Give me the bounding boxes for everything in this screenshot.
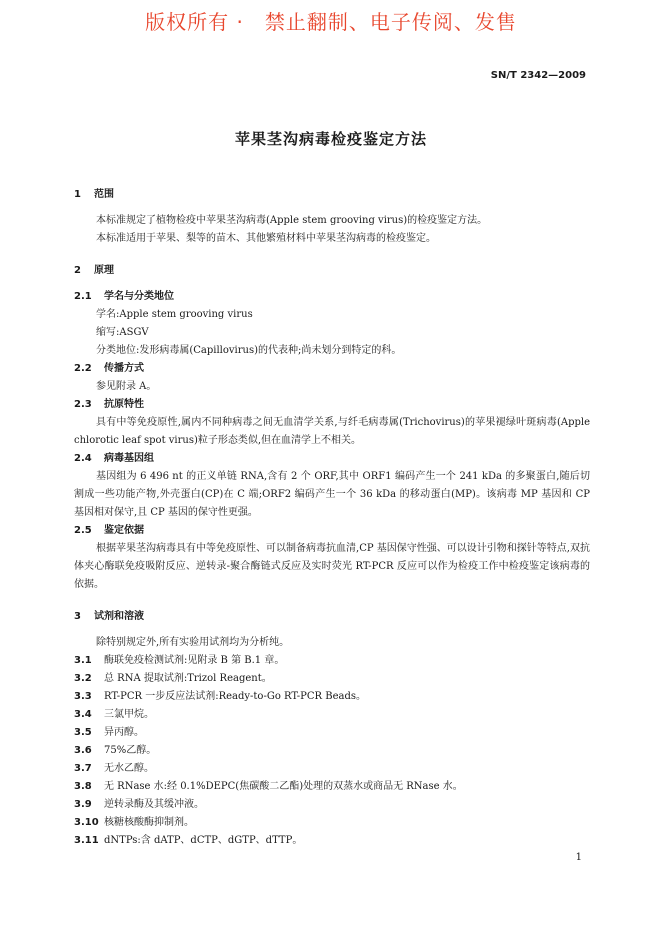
subsection-title: 学名与分类地位: [104, 291, 174, 302]
taxonomy-line: 分类地位:发形病毒属(Capillovirus)的代表种;尚未划分到特定的科。: [96, 345, 402, 356]
section-number: 1: [74, 189, 81, 200]
paragraph: 基因组为 6 496 nt 的正义单链 RNA,含有 2 个 ORF,其中 ORF1 编码产生一个 241 kDa 的多聚蛋白,随后切割成一些功能产物,外壳蛋白(CP)在 C 端;ORF2 编码产生一个 36 kDa 的移动蛋白(MP)。该病毒 MP 基因和 CP 基因相对保守,且 CP 基因的保守性更强。: [74, 471, 590, 518]
subsection-title: 传播方式: [104, 363, 144, 374]
abbreviation-line: 缩写:ASGV: [96, 327, 149, 338]
subsection-2-2-heading: [74, 360, 590, 378]
item-number: 3.1: [74, 655, 92, 666]
subsection-2-1-heading: [74, 288, 590, 306]
list-item: [74, 814, 590, 832]
item-text: 异丙醇。: [104, 727, 144, 738]
section-3-heading: [74, 608, 590, 626]
subsection-number: 2.2: [74, 363, 92, 374]
document-body: [74, 186, 590, 850]
subsection-title: 抗原特性: [104, 399, 144, 410]
item-text: 总 RNA 提取试剂:Trizol Reagent。: [104, 673, 272, 684]
item-number: 3.2: [74, 673, 92, 684]
item-number: 3.9: [74, 799, 92, 810]
subsection-title: 病毒基因组: [104, 453, 154, 464]
item-text: 75%乙醇。: [104, 745, 157, 756]
item-number: 3.7: [74, 763, 92, 774]
item-number: 3.3: [74, 691, 92, 702]
item-number: 3.6: [74, 745, 92, 756]
item-number: 3.11: [74, 835, 99, 846]
list-item: [74, 742, 590, 760]
item-number: 3.10: [74, 817, 99, 828]
paragraph: 本标准适用于苹果、梨等的苗木、其他繁殖材料中苹果茎沟病毒的检疫鉴定。: [96, 233, 436, 244]
standard-code: SN/T 2342—2009: [490, 70, 586, 81]
section-title: 范围: [94, 189, 114, 200]
paragraph: 本标准规定了植物检疫中苹果茎沟病毒(Apple stem grooving virus)的检疫鉴定方法。: [96, 215, 488, 226]
section-1-heading: [74, 186, 590, 204]
subsection-number: 2.5: [74, 525, 92, 536]
list-item: [74, 688, 590, 706]
subsection-2-4-heading: [74, 450, 590, 468]
scientific-name-line: 学名:Apple stem grooving virus: [96, 309, 253, 320]
item-number: 3.8: [74, 781, 92, 792]
item-number: 3.5: [74, 727, 92, 738]
item-text: 核糖核酸酶抑制剂。: [104, 817, 194, 828]
item-number: 3.4: [74, 709, 92, 720]
paragraph: 除特别规定外,所有实验用试剂均为分析纯。: [96, 637, 290, 648]
list-item: [74, 760, 590, 778]
item-text: 逆转录酶及其缓冲液。: [104, 799, 204, 810]
paragraph: 具有中等免疫原性,属内不同种病毒之间无血清学关系,与纤毛病毒属(Trichovirus)的苹果褪绿叶斑病毒(Apple chlorotic leaf spot virus)粒子形态类似,但在血清学上不相关。: [74, 417, 590, 446]
item-text: RT-PCR 一步反应法试剂:Ready-to-Go RT-PCR Beads。: [104, 691, 366, 702]
item-text: 酶联免疫检测试剂:见附录 B 第 B.1 章。: [104, 655, 285, 666]
list-item: [74, 706, 590, 724]
item-text: 三氯甲烷。: [104, 709, 154, 720]
section-title: 原理: [94, 265, 114, 276]
subsection-2-3-heading: [74, 396, 590, 414]
page-number: 1: [575, 852, 582, 863]
section-number: 2: [74, 265, 81, 276]
item-text: 无水乙醇。: [104, 763, 154, 774]
subsection-2-5-heading: [74, 522, 590, 540]
list-item: [74, 796, 590, 814]
item-text: 无 RNase 水:经 0.1%DEPC(焦碳酸二乙酯)处理的双蒸水或商品无 RNase 水。: [104, 781, 463, 792]
paragraph: 参见附录 A。: [96, 381, 157, 392]
list-item: [74, 724, 590, 742]
copyright-watermark: 版权所有 · 禁止翻制、电子传阅、发售: [145, 10, 517, 34]
subsection-number: 2.3: [74, 399, 92, 410]
section-2-heading: [74, 262, 590, 280]
list-item: [74, 652, 590, 670]
subsection-title: 鉴定依据: [104, 525, 144, 536]
section-title: 试剂和溶液: [94, 611, 144, 622]
list-item: [74, 778, 590, 796]
document-title: 苹果茎沟病毒检疫鉴定方法: [234, 130, 427, 148]
subsection-number: 2.1: [74, 291, 92, 302]
item-text: dNTPs:含 dATP、dCTP、dGTP、dTTP。: [104, 835, 303, 846]
list-item: [74, 670, 590, 688]
subsection-number: 2.4: [74, 453, 92, 464]
paragraph: 根据苹果茎沟病毒具有中等免疫原性、可以制备病毒抗血清,CP 基因保守性强、可以设计引物和探针等特点,双抗体夹心酶联免疫吸附反应、逆转录-聚合酶链式反应及实时荧光 RT-PCR 反应可以作为检疫工作中检疫鉴定该病毒的依据。: [74, 543, 590, 590]
section-number: 3: [74, 611, 81, 622]
list-item: [74, 832, 590, 850]
